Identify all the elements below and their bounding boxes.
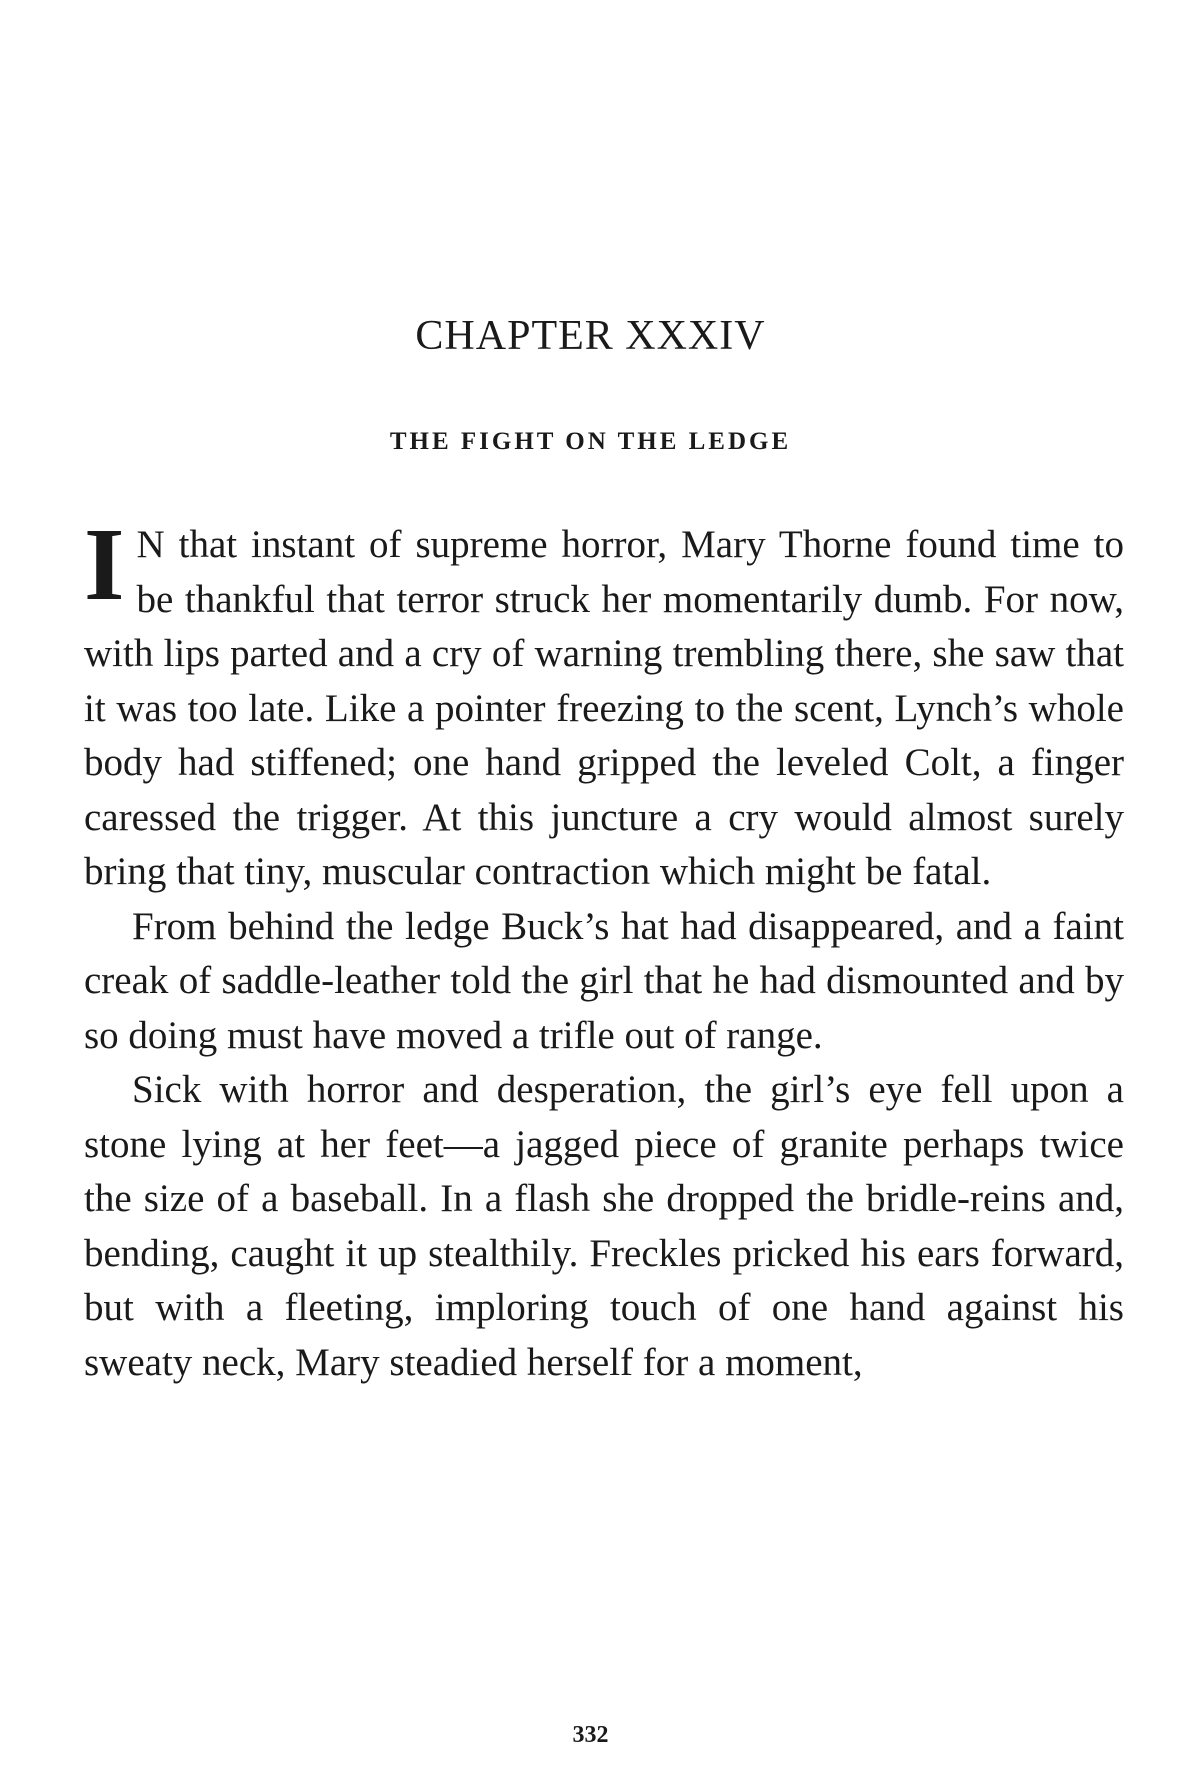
chapter-body [84, 507, 1124, 1390]
chapter-title: CHAPTER XXXIV [415, 313, 766, 359]
page-number: 332 [572, 1722, 609, 1748]
paragraph-1 [84, 507, 1124, 900]
chapter-subtitle: THE FIGHT ON THE LEDGE [389, 428, 792, 455]
paragraph-3: Sick with horror and desperation, the girl’s eye fell upon a stone lying at her feet—a jagged piece of granite perhaps twice the size of a baseball. In a flash she dropped the bridle-reins and, bending, caught it up stealthily. Freckles pricked his ears forward, but with a fleeting, imploring touch of one hand against his sweaty neck, Mary steadied herself for a moment, [84, 1068, 1124, 1384]
paragraph-2: From behind the ledge Buck’s hat had disappeared, and a faint creak of saddle-leather told the girl that he had dismounted and by so doing must have moved a trifle out of range. [84, 904, 1124, 1057]
paragraph-1-text: N that instant of supreme horror, Mary Thorne found time to be thankful that terror struck her momentarily dumb. For now, with lips parted and a cry of warning trembling there, she saw that it was too late. Like a pointer freezing to the scent, Lynch’s whole body had stiffened; one hand gripped the leveled Colt, a finger caressed the trigger. At this juncture a cry would almost surely bring that tiny, muscular contraction which might be fatal. [84, 523, 1124, 893]
drop-cap: I [84, 507, 125, 622]
